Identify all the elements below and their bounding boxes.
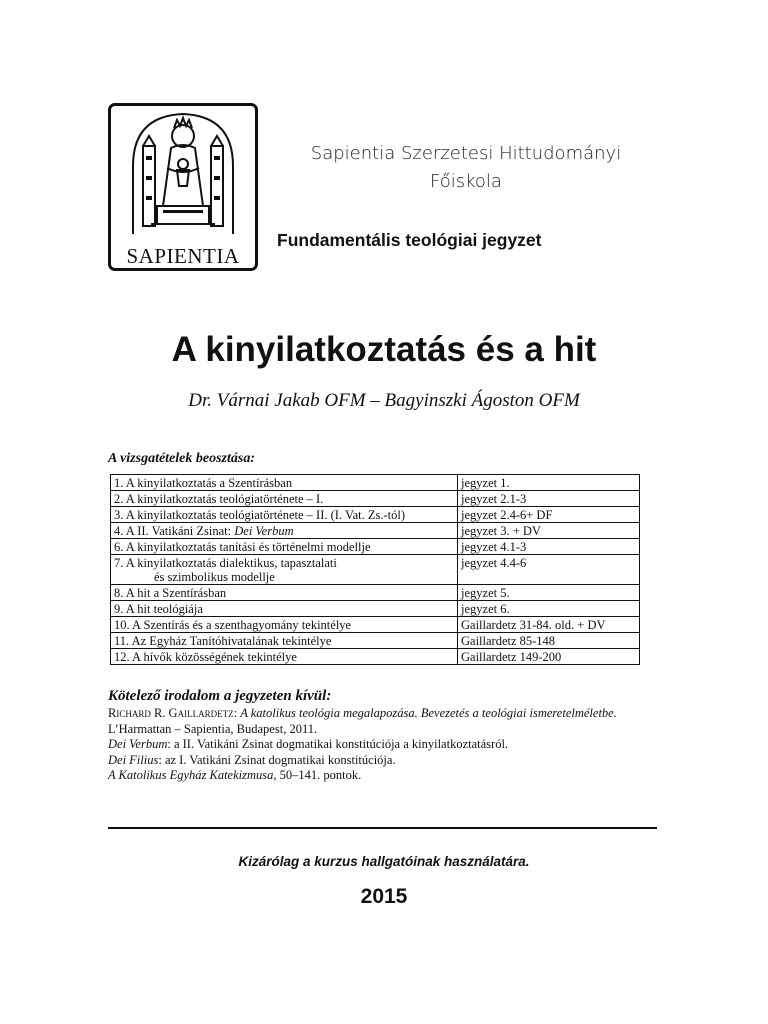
literature-entry xyxy=(108,753,628,769)
document-subtitle: Fundamentális teológiai jegyzet xyxy=(277,230,542,250)
literature-entry xyxy=(108,737,628,753)
literature-description: , 50–141. pontok. xyxy=(273,768,362,782)
literature-heading: Kötelező irodalom a jegyzeten kívül: xyxy=(108,688,332,704)
table-row xyxy=(111,523,640,539)
topic-cell: 6. A kinyilatkoztatás tanítási és történelmi modellje xyxy=(111,539,458,555)
literature-entry xyxy=(108,768,628,784)
topic-cell: 12. A hívők közösségének tekintélye xyxy=(111,649,458,665)
literature-title: A katolikus teológia megalapozása. Bevezetés a teológiai ismeretelméletbe. xyxy=(240,706,617,720)
horizontal-divider xyxy=(108,827,657,829)
reference-cell: jegyzet 4.1-3 xyxy=(458,539,640,555)
literature-separator: : xyxy=(233,706,241,720)
logo-wordmark: SAPIENTIA xyxy=(126,244,240,268)
publication-year: 2015 xyxy=(360,885,408,908)
topic-cell: 8. A hit a Szentírásban xyxy=(111,585,458,601)
usage-notice: Kizárólag a kurzus hallgatóinak használatára. xyxy=(238,854,530,869)
table-row xyxy=(111,649,640,665)
literature-description: : a II. Vatikáni Zsinat dogmatikai konstitúciója a kinyilatkoztatásról. xyxy=(167,737,509,751)
literature-title: Dei Verbum xyxy=(108,737,168,751)
topic-text: 7. A kinyilatkoztatás dialektikus, tapasztalati xyxy=(114,556,337,570)
institution-line-1: Sapientia Szerzetesi Hittudományi xyxy=(310,143,622,164)
reference-cell: Gaillardetz 85-148 xyxy=(458,633,640,649)
topic-cell: 3. A kinyilatkoztatás teológiatörténete – II. (I. Vat. Zs.-tól) xyxy=(111,507,458,523)
topic-cell: 10. A Szentírás és a szenthagyomány tekintélye xyxy=(111,617,458,633)
topic-cell: 9. A hit teológiája xyxy=(111,601,458,617)
exam-topics-table xyxy=(110,474,640,665)
exam-topics-heading: A vizsgatételek beosztása: xyxy=(108,451,255,466)
topic-cell xyxy=(111,523,458,539)
topic-italic-text: Dei Verbum xyxy=(234,524,294,538)
reference-cell: jegyzet 4.4-6 xyxy=(458,555,640,585)
literature-description: : az I. Vatikáni Zsinat dogmatikai konstitúciója. xyxy=(158,752,396,767)
literature-title: Dei Filius xyxy=(108,752,159,767)
table-row xyxy=(111,475,640,491)
madonna-and-child-icon xyxy=(111,106,255,241)
literature-list xyxy=(108,706,628,784)
reference-cell: jegyzet 2.1-3 xyxy=(458,491,640,507)
reference-cell: jegyzet 3. + DV xyxy=(458,523,640,539)
table-row xyxy=(111,507,640,523)
topic-cell: 1. A kinyilatkoztatás a Szentírásban xyxy=(111,475,458,491)
reference-cell: jegyzet 5. xyxy=(458,585,640,601)
literature-author: Richard R. Gaillardetz xyxy=(108,706,234,720)
institution-line-2: Főiskola xyxy=(430,171,502,192)
institution-name xyxy=(288,140,644,196)
reference-cell: jegyzet 6. xyxy=(458,601,640,617)
table-row xyxy=(111,555,640,585)
literature-entry xyxy=(108,706,628,737)
topic-cell: 2. A kinyilatkoztatás teológiatörténete – I. xyxy=(111,491,458,507)
sapientia-logo xyxy=(108,103,258,271)
topic-cell: 11. Az Egyház Tanítóhivatalának tekintélye xyxy=(111,633,458,649)
reference-cell: Gaillardetz 31-84. old. + DV xyxy=(458,617,640,633)
literature-publisher: L’Harmattan – Sapientia, Budapest, 2011. xyxy=(108,721,318,736)
reference-cell: jegyzet 1. xyxy=(458,475,640,491)
reference-cell: Gaillardetz 149-200 xyxy=(458,649,640,665)
table-row xyxy=(111,585,640,601)
table-row xyxy=(111,601,640,617)
topic-text: 4. A II. Vatikáni Zsinat: xyxy=(114,524,232,538)
authors: Dr. Várnai Jakab OFM – Bagyinszki Ágoston OFM xyxy=(188,390,580,411)
table-row xyxy=(111,617,640,633)
literature-title: A Katolikus Egyház Katekizmusa xyxy=(108,768,274,782)
topic-text-continued: és szimbolikus modellje xyxy=(154,570,275,584)
table-row xyxy=(111,539,640,555)
topic-cell xyxy=(111,555,458,585)
document-title: A kinyilatkoztatás és a hit xyxy=(171,330,597,369)
table-row xyxy=(111,491,640,507)
table-row xyxy=(111,633,640,649)
reference-cell: jegyzet 2.4-6+ DF xyxy=(458,507,640,523)
